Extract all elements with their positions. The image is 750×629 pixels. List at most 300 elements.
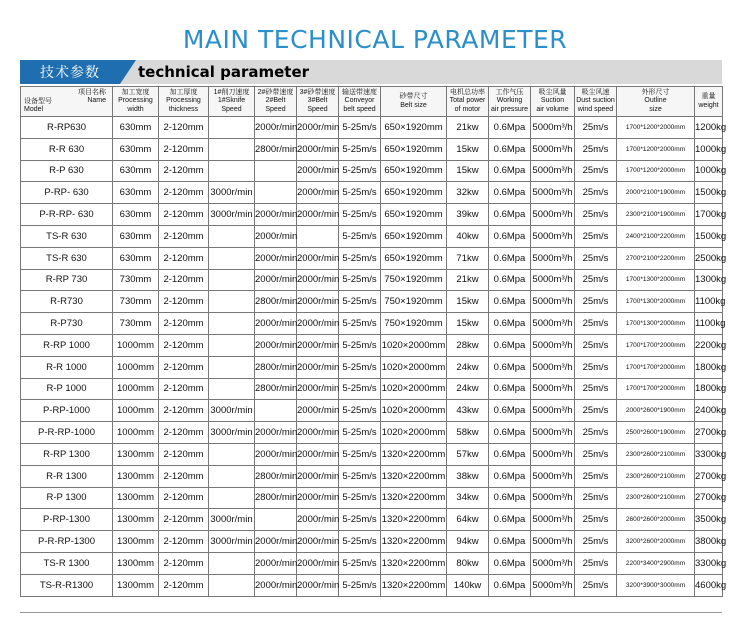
table-cell: 2800r/min xyxy=(255,291,297,313)
table-cell xyxy=(209,160,255,182)
table-cell: 1300mm xyxy=(113,574,159,596)
column-header-line: 吸尘风速 xyxy=(581,88,610,96)
table-cell: 2-120mm xyxy=(159,487,209,509)
table-cell: 2000r/min xyxy=(297,117,339,139)
table-cell: 2300*2600*2100mm xyxy=(617,443,695,465)
table-cell: 650×1920mm xyxy=(381,182,447,204)
table-cell: 0.6Mpa xyxy=(489,378,531,400)
table-row xyxy=(21,422,723,444)
table-cell: 1300kg xyxy=(695,269,723,291)
table-cell: 2700*2100*2200mm xyxy=(617,247,695,269)
table-cell: 2-120mm xyxy=(159,509,209,531)
table-cell xyxy=(297,225,339,247)
table-cell: 0.6Mpa xyxy=(489,225,531,247)
model-cell: P-R-RP- 630 xyxy=(21,204,113,226)
column-header-line: Working xyxy=(496,97,523,105)
column-header xyxy=(297,87,339,117)
column-header-line: 工作气压 xyxy=(495,88,524,96)
corner-top-en: Name xyxy=(87,97,106,104)
table-cell: 2-120mm xyxy=(159,225,209,247)
table-cell: 5-25m/s xyxy=(339,487,381,509)
table-row xyxy=(21,378,723,400)
table-cell: 1320×2200mm xyxy=(381,531,447,553)
table-cell: 1300mm xyxy=(113,487,159,509)
table-cell: 2000r/min xyxy=(255,552,297,574)
table-cell: 650×1920mm xyxy=(381,247,447,269)
table-cell: 2-120mm xyxy=(159,400,209,422)
table-cell: 630mm xyxy=(113,117,159,139)
column-header-line: 2#砂带速度 xyxy=(257,88,294,96)
column-header xyxy=(339,87,381,117)
table-cell: 2000r/min xyxy=(297,334,339,356)
model-cell: R-P 1000 xyxy=(21,378,113,400)
column-header-line: Speed xyxy=(265,105,286,113)
table-cell: 2000r/min xyxy=(297,269,339,291)
table-cell: 5-25m/s xyxy=(339,117,381,139)
table-cell: 730mm xyxy=(113,269,159,291)
table-cell: 1500kg xyxy=(695,225,723,247)
table-cell: 0.6Mpa xyxy=(489,334,531,356)
table-cell: 0.6Mpa xyxy=(489,356,531,378)
table-cell: 0.6Mpa xyxy=(489,247,531,269)
model-cell: P-RP- 630 xyxy=(21,182,113,204)
table-cell: 0.6Mpa xyxy=(489,465,531,487)
column-header-line: Suction xyxy=(540,97,565,105)
corner-top-cn: 项目名称 xyxy=(78,89,106,96)
table-cell: 2000r/min xyxy=(297,509,339,531)
table-cell: 2-120mm xyxy=(159,204,209,226)
table-cell: 2-120mm xyxy=(159,552,209,574)
table-cell: 2-120mm xyxy=(159,291,209,313)
table-cell: 0.6Mpa xyxy=(489,574,531,596)
table-cell: 1320×2200mm xyxy=(381,552,447,574)
table-cell: 2000r/min xyxy=(297,487,339,509)
table-cell: 2000r/min xyxy=(297,422,339,444)
table-cell: 1500kg xyxy=(695,182,723,204)
table-cell: 2800r/min xyxy=(255,356,297,378)
table-row xyxy=(21,269,723,291)
table-cell: 650×1920mm xyxy=(381,138,447,160)
section-banner xyxy=(20,60,722,84)
table-cell: 2-120mm xyxy=(159,531,209,553)
table-cell: 28kw xyxy=(447,334,489,356)
corner-header xyxy=(21,87,113,117)
table-cell: 2000*2600*1900mm xyxy=(617,400,695,422)
table-cell: 1300mm xyxy=(113,465,159,487)
table-cell: 25m/s xyxy=(575,422,617,444)
table-cell: 5-25m/s xyxy=(339,247,381,269)
table-cell: 5000m³/h xyxy=(531,531,575,553)
table-cell: 0.6Mpa xyxy=(489,138,531,160)
table-cell: 5000m³/h xyxy=(531,574,575,596)
table-cell: 630mm xyxy=(113,138,159,160)
table-cell: 0.6Mpa xyxy=(489,509,531,531)
table-cell: 5-25m/s xyxy=(339,291,381,313)
table-cell: 1700*1700*2000mm xyxy=(617,334,695,356)
table-cell: 0.6Mpa xyxy=(489,400,531,422)
table-cell: 2700kg xyxy=(695,465,723,487)
table-cell: 5-25m/s xyxy=(339,552,381,574)
table-cell: 1000mm xyxy=(113,400,159,422)
table-cell: 2000r/min xyxy=(255,443,297,465)
table-cell: 2000r/min xyxy=(297,574,339,596)
table-cell: 5000m³/h xyxy=(531,422,575,444)
table-cell: 1300mm xyxy=(113,509,159,531)
table-cell: 1200kg xyxy=(695,117,723,139)
table-cell: 1020×2000mm xyxy=(381,400,447,422)
table-cell: 3000r/min xyxy=(209,400,255,422)
table-cell: 630mm xyxy=(113,204,159,226)
column-header-line: Outline xyxy=(644,97,667,105)
table-cell: 5000m³/h xyxy=(531,487,575,509)
column-header xyxy=(531,87,575,117)
table-cell: 1000mm xyxy=(113,334,159,356)
column-header xyxy=(255,87,297,117)
model-cell: R-R 1000 xyxy=(21,356,113,378)
table-cell: 3000r/min xyxy=(209,204,255,226)
table-cell: 5000m³/h xyxy=(531,291,575,313)
table-cell: 2200*3400*2900mm xyxy=(617,552,695,574)
column-header-line: 1#削刀速度 xyxy=(213,88,250,96)
table-cell: 2400*2100*2200mm xyxy=(617,225,695,247)
column-header xyxy=(447,87,489,117)
model-cell: P-R-RP-1000 xyxy=(21,422,113,444)
table-cell: 1700*1200*2000mm xyxy=(617,117,695,139)
table-row xyxy=(21,574,723,596)
table-cell: 5-25m/s xyxy=(339,138,381,160)
banner-separator xyxy=(120,60,136,84)
table-cell: 5-25m/s xyxy=(339,334,381,356)
table-cell: 0.6Mpa xyxy=(489,487,531,509)
table-row xyxy=(21,400,723,422)
column-header-line: air pressure xyxy=(491,105,528,113)
table-cell: 2000r/min xyxy=(297,400,339,422)
column-header-line: 外形尺寸 xyxy=(641,88,670,96)
table-cell: 5000m³/h xyxy=(531,443,575,465)
table-cell: 25m/s xyxy=(575,378,617,400)
table-cell: 5-25m/s xyxy=(339,465,381,487)
table-cell: 15kw xyxy=(447,160,489,182)
table-row xyxy=(21,531,723,553)
column-header-line: Processing xyxy=(166,97,201,105)
table-cell xyxy=(209,378,255,400)
table-cell: 80kw xyxy=(447,552,489,574)
table-cell: 5000m³/h xyxy=(531,378,575,400)
table-cell: 2000r/min xyxy=(297,313,339,335)
table-cell: 2-120mm xyxy=(159,422,209,444)
table-cell: 5-25m/s xyxy=(339,160,381,182)
table-body xyxy=(21,117,727,597)
table-cell: 2000r/min xyxy=(255,574,297,596)
column-header-line: Speed xyxy=(221,105,242,113)
table-cell: 5000m³/h xyxy=(531,552,575,574)
table-row xyxy=(21,552,723,574)
table-cell: 15kw xyxy=(447,291,489,313)
table-cell xyxy=(209,552,255,574)
table-cell: 1320×2200mm xyxy=(381,487,447,509)
table-cell: 5000m³/h xyxy=(531,313,575,335)
model-cell: R-RP 730 xyxy=(21,269,113,291)
table-cell: 21kw xyxy=(447,117,489,139)
table-cell: 0.6Mpa xyxy=(489,291,531,313)
table-cell: 5-25m/s xyxy=(339,269,381,291)
table-cell: 0.6Mpa xyxy=(489,552,531,574)
table-cell: 650×1920mm xyxy=(381,117,447,139)
table-cell: 25m/s xyxy=(575,204,617,226)
table-cell xyxy=(209,291,255,313)
table-cell: 5000m³/h xyxy=(531,182,575,204)
table-cell: 3200*2600*2000mm xyxy=(617,531,695,553)
table-cell: 2-120mm xyxy=(159,443,209,465)
table-cell xyxy=(209,269,255,291)
table-cell xyxy=(209,313,255,335)
table-cell: 3000r/min xyxy=(209,182,255,204)
table-cell: 1700*1200*2000mm xyxy=(617,138,695,160)
table-cell: 43kw xyxy=(447,400,489,422)
model-cell: TS-R-R1300 xyxy=(21,574,113,596)
model-cell: TS-R 630 xyxy=(21,247,113,269)
table-cell: 3200*3900*3000mm xyxy=(617,574,695,596)
table-cell: 0.6Mpa xyxy=(489,204,531,226)
table-cell: 5-25m/s xyxy=(339,422,381,444)
table-cell: 2700kg xyxy=(695,422,723,444)
table-cell: 3800kg xyxy=(695,531,723,553)
table-cell: 2800r/min xyxy=(255,487,297,509)
table-cell: 2000r/min xyxy=(297,356,339,378)
table-cell: 630mm xyxy=(113,182,159,204)
table-row xyxy=(21,313,723,335)
table-cell: 25m/s xyxy=(575,574,617,596)
table-cell: 1020×2000mm xyxy=(381,422,447,444)
table-cell xyxy=(209,117,255,139)
model-cell: R-R 630 xyxy=(21,138,113,160)
banner-label-en: technical parameter xyxy=(138,63,310,81)
table-cell: 25m/s xyxy=(575,117,617,139)
table-cell: 0.6Mpa xyxy=(489,182,531,204)
column-header-line: belt speed xyxy=(343,105,376,113)
table-cell: 2000*2100*1900mm xyxy=(617,182,695,204)
model-cell: P-RP-1300 xyxy=(21,509,113,531)
column-header-line: Belt size xyxy=(400,101,427,109)
column-header xyxy=(489,87,531,117)
table-cell: 2300*2600*2100mm xyxy=(617,487,695,509)
table-cell: 25m/s xyxy=(575,269,617,291)
table-cell: 1800kg xyxy=(695,378,723,400)
table-cell xyxy=(209,138,255,160)
table-cell: 25m/s xyxy=(575,552,617,574)
table-cell: 1800kg xyxy=(695,356,723,378)
table-cell: 3000r/min xyxy=(209,531,255,553)
column-header-line: 2#Belt xyxy=(265,97,286,105)
table-cell: 2800r/min xyxy=(255,138,297,160)
table-cell: 2600*2600*2000mm xyxy=(617,509,695,531)
table-row xyxy=(21,247,723,269)
table-cell: 64kw xyxy=(447,509,489,531)
table-cell: 2-120mm xyxy=(159,269,209,291)
table-row xyxy=(21,204,723,226)
column-header-line: 输送带速度 xyxy=(342,88,377,96)
model-cell: P-R-RP-1300 xyxy=(21,531,113,553)
table-cell: 21kw xyxy=(447,269,489,291)
column-header-line: 电机总功率 xyxy=(450,88,485,96)
table-cell: 1000kg xyxy=(695,160,723,182)
table-cell: 25m/s xyxy=(575,509,617,531)
table-cell: 2-120mm xyxy=(159,356,209,378)
table-cell: 25m/s xyxy=(575,291,617,313)
table-cell: 3000r/min xyxy=(209,509,255,531)
column-header xyxy=(575,87,617,117)
table-row xyxy=(21,334,723,356)
table-cell: 25m/s xyxy=(575,531,617,553)
table-cell: 2800r/min xyxy=(255,378,297,400)
table-cell: 1300mm xyxy=(113,552,159,574)
table-cell: 3000r/min xyxy=(209,422,255,444)
table-cell: 0.6Mpa xyxy=(489,313,531,335)
table-cell: 5-25m/s xyxy=(339,313,381,335)
table-cell: 2000r/min xyxy=(255,269,297,291)
table-cell: 5000m³/h xyxy=(531,204,575,226)
model-cell: TS-R 1300 xyxy=(21,552,113,574)
table-cell: 24kw xyxy=(447,356,489,378)
table-cell: 730mm xyxy=(113,313,159,335)
table-cell: 750×1920mm xyxy=(381,291,447,313)
column-header-line: 重量 xyxy=(701,93,716,100)
column-header xyxy=(159,87,209,117)
table-cell: 5000m³/h xyxy=(531,225,575,247)
model-cell: P-RP-1000 xyxy=(21,400,113,422)
table-cell: 58kw xyxy=(447,422,489,444)
table-cell xyxy=(209,225,255,247)
table-cell: 1700kg xyxy=(695,204,723,226)
table-cell xyxy=(255,160,297,182)
table-cell: 2-120mm xyxy=(159,182,209,204)
column-header-line: 吸尘风量 xyxy=(538,88,567,96)
table-cell: 2300*2100*1900mm xyxy=(617,204,695,226)
column-header-line: weight xyxy=(698,101,719,109)
table-cell: 5-25m/s xyxy=(339,574,381,596)
table-cell: 34kw xyxy=(447,487,489,509)
table-cell: 650×1920mm xyxy=(381,225,447,247)
table-row xyxy=(21,356,723,378)
table-cell: 1700*1300*2000mm xyxy=(617,269,695,291)
table-row xyxy=(21,117,723,139)
banner-label-cn: 技术参数 xyxy=(20,60,120,84)
table-cell: 2000r/min xyxy=(297,138,339,160)
table-cell: 2000r/min xyxy=(297,443,339,465)
table-cell: 2000r/min xyxy=(297,465,339,487)
table-cell: 2300*2600*2100mm xyxy=(617,465,695,487)
table-cell: 25m/s xyxy=(575,225,617,247)
table-cell: 2000r/min xyxy=(255,225,297,247)
table-cell: 0.6Mpa xyxy=(489,443,531,465)
table-cell: 2000r/min xyxy=(297,531,339,553)
column-header-line: 砂带尺寸 xyxy=(399,93,428,100)
table-cell: 4600kg xyxy=(695,574,723,596)
model-cell: R-P 1300 xyxy=(21,487,113,509)
table-row xyxy=(21,182,723,204)
column-header-line: 1#Sknife xyxy=(217,97,246,105)
table-cell: 5-25m/s xyxy=(339,400,381,422)
column-header xyxy=(113,87,159,117)
column-header-line: 加工厚度 xyxy=(169,88,198,96)
parameter-table xyxy=(20,86,727,597)
column-header-line: Dust suction xyxy=(576,97,615,105)
model-cell: R-RP 1000 xyxy=(21,334,113,356)
table-cell: 5-25m/s xyxy=(339,225,381,247)
table-cell xyxy=(209,574,255,596)
table-cell: 2800r/min xyxy=(255,465,297,487)
page-title: MAIN TECHNICAL PARAMETER xyxy=(182,25,568,54)
table-cell: 2-120mm xyxy=(159,117,209,139)
table-cell: 1320×2200mm xyxy=(381,443,447,465)
table-cell: 2000r/min xyxy=(255,117,297,139)
table-cell: 5000m³/h xyxy=(531,465,575,487)
table-cell: 2000r/min xyxy=(255,247,297,269)
column-header-line: of motor xyxy=(454,105,481,113)
table-cell: 2500*2600*1900mm xyxy=(617,422,695,444)
table-cell: 71kw xyxy=(447,247,489,269)
table-cell xyxy=(209,247,255,269)
table-cell: 650×1920mm xyxy=(381,204,447,226)
table-row xyxy=(21,225,723,247)
table-cell: 1320×2200mm xyxy=(381,465,447,487)
table-cell xyxy=(209,334,255,356)
table-cell: 25m/s xyxy=(575,443,617,465)
table-cell: 1300mm xyxy=(113,443,159,465)
table-cell: 40kw xyxy=(447,225,489,247)
table-cell: 5-25m/s xyxy=(339,182,381,204)
column-header-line: air volume xyxy=(536,105,569,113)
table-cell: 94kw xyxy=(447,531,489,553)
column-header-line: Processing xyxy=(118,97,153,105)
model-cell: R-P730 xyxy=(21,313,113,335)
table-cell: 5000m³/h xyxy=(531,509,575,531)
table-cell: 2000r/min xyxy=(255,313,297,335)
table-cell: 5000m³/h xyxy=(531,160,575,182)
table-cell: 2000r/min xyxy=(255,422,297,444)
table-cell: 57kw xyxy=(447,443,489,465)
table-cell: 2-120mm xyxy=(159,313,209,335)
table-cell: 630mm xyxy=(113,247,159,269)
table-cell: 25m/s xyxy=(575,247,617,269)
model-cell: R-RP630 xyxy=(21,117,113,139)
table-cell: 1320×2200mm xyxy=(381,509,447,531)
table-cell: 2-120mm xyxy=(159,378,209,400)
table-cell: 5000m³/h xyxy=(531,356,575,378)
column-header xyxy=(695,87,723,117)
table-cell xyxy=(209,356,255,378)
table-cell: 25m/s xyxy=(575,182,617,204)
table-row xyxy=(21,443,723,465)
table-row xyxy=(21,487,723,509)
table-cell: 2000r/min xyxy=(297,160,339,182)
column-header-line: Speed xyxy=(307,105,328,113)
model-cell: R-R730 xyxy=(21,291,113,313)
table-cell: 25m/s xyxy=(575,313,617,335)
table-row xyxy=(21,509,723,531)
model-cell: R-R 1300 xyxy=(21,465,113,487)
table-cell: 5-25m/s xyxy=(339,356,381,378)
table-cell: 0.6Mpa xyxy=(489,160,531,182)
table-cell: 25m/s xyxy=(575,465,617,487)
model-cell: TS-R 630 xyxy=(21,225,113,247)
corner-bottom-en: Model xyxy=(24,106,44,113)
table-cell: 15kw xyxy=(447,313,489,335)
table-cell: 730mm xyxy=(113,291,159,313)
table-cell xyxy=(209,465,255,487)
table-cell: 1020×2000mm xyxy=(381,378,447,400)
table-cell: 3500kg xyxy=(695,509,723,531)
